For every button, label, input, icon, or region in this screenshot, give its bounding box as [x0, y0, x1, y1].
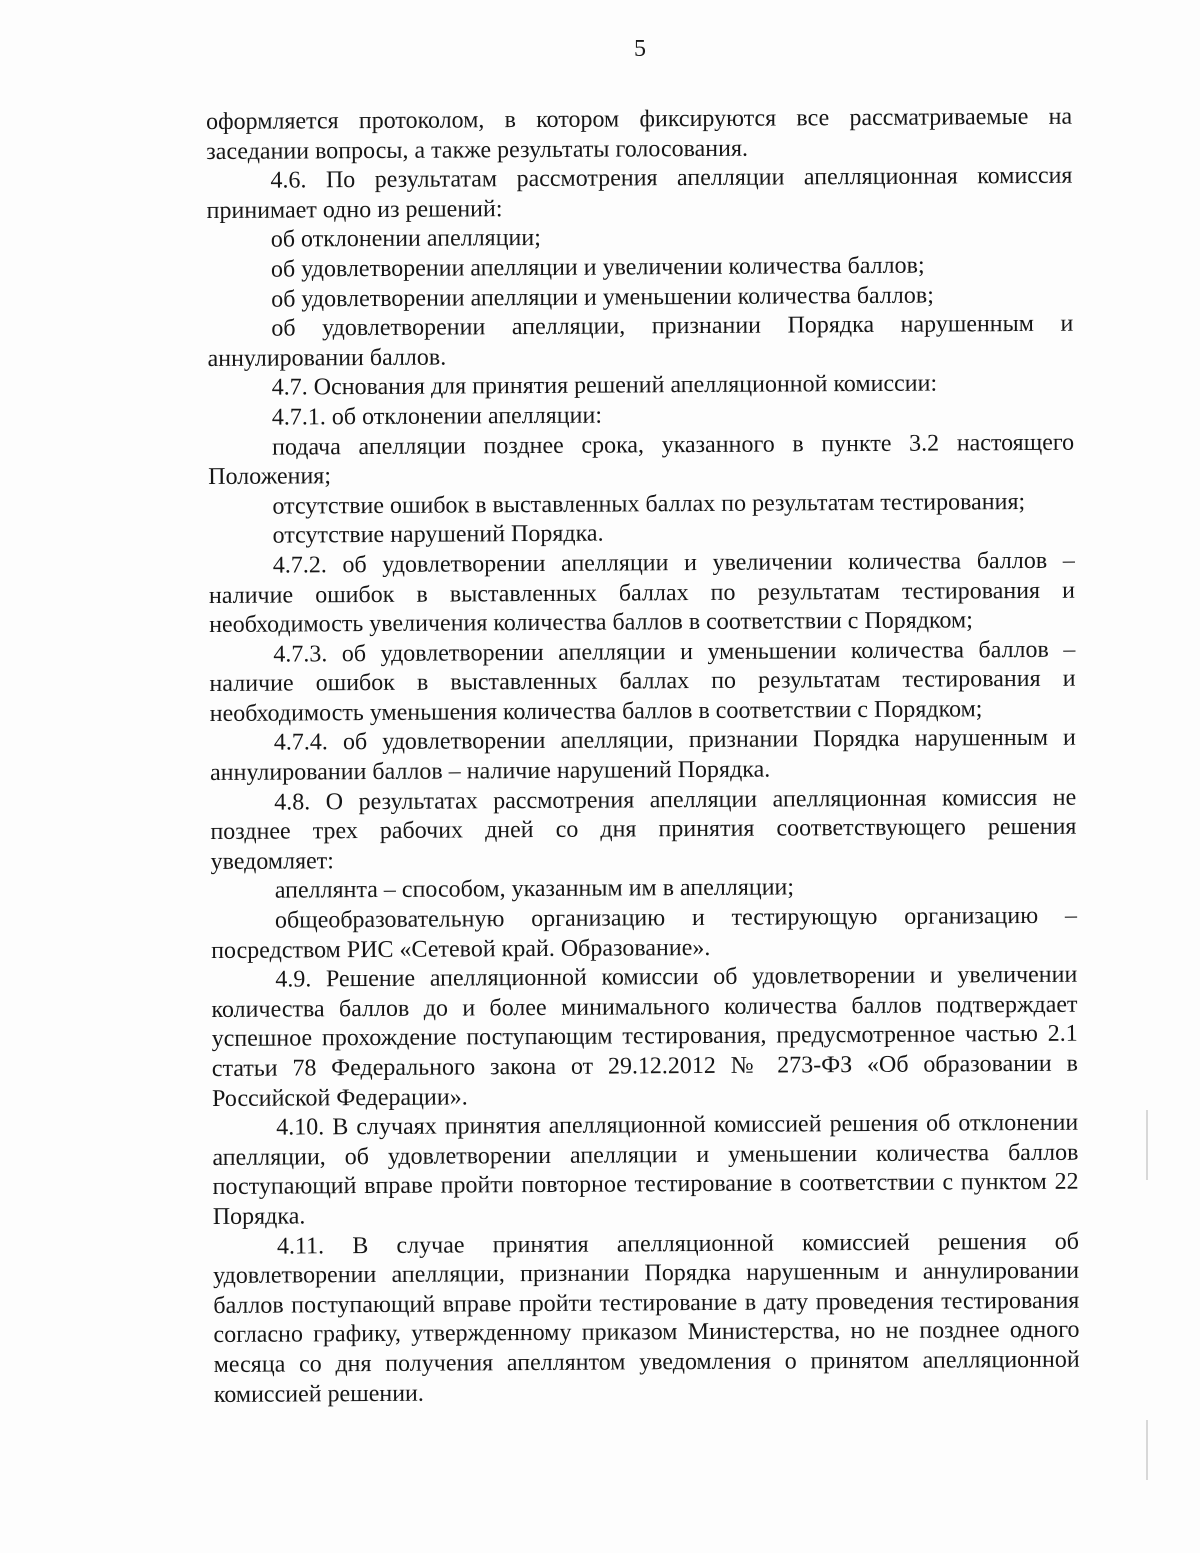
paragraph-4-6: 4.6. По результатам рассмотрения апелляции апелляционная комиссия принимает одно из решений: — [206, 162, 1073, 224]
scan-edge-mark-top — [1146, 1110, 1148, 1180]
paragraph-4-8: 4.8. О результатах рассмотрения апелляции апелляционная комиссия не позднее трех рабочих дней со дня принятия соответствующего решения уведомляет: — [210, 784, 1077, 875]
paragraph-4-9: 4.9. Решение апелляционной комиссии об удовлетворении и увеличении количества баллов до и более минимального количества баллов подтверждает успешное прохождение поступающим тестирования, предусмотренное частью 2.1 статьи 78 Федерального закона от 29.12.2012 № 273-ФЗ «Об образовании в Российской Федерации». — [211, 961, 1078, 1112]
paragraph-4-7-2: 4.7.2. об удовлетворении апелляции и увеличении количества баллов – наличие ошибок в выставленных баллах по результатам тестирования и необходимость увеличения количества баллов в соответствии с Порядком; — [208, 547, 1076, 639]
page-number: 5 — [634, 36, 646, 62]
paragraph-decision-annul: об удовлетворении апелляции, признании Порядка нарушенным и аннулировании баллов. — [207, 310, 1074, 372]
scan-edge-mark-bottom — [1146, 1420, 1148, 1480]
paragraph-4-11: 4.11. В случае принятия апелляционной комиссией решения об удовлетворении апелляции, признании Порядка нарушенным и аннулировании баллов поступающий вправе пройти тестирование в дату проведения тестирования согласно графику, утвержденному приказом Министерства, но не позднее одного месяца со дня получения апеллянтом уведомления о принятом апелляционной комиссией решении. — [213, 1228, 1080, 1408]
paragraph-4-10: 4.10. В случаях принятия апелляционной комиссией решения об отклонении апелляции, об удовлетворении апелляции и уменьшении количества баллов поступающий вправе пройти повторное тестирование в соответствии с пунктом 22 Порядка. — [212, 1109, 1079, 1230]
paragraph-4-7: 4.7. Основания для принятия решений апелляционной комиссии: — [271, 370, 938, 401]
paragraph-decision-decrease: об удовлетворении апелляции и уменьшении количества баллов; — [271, 282, 934, 313]
paragraph-notify-organizations: общеобразовательную организацию и тестирующую организацию – посредством РИС «Сетевой край. Образование». — [211, 902, 1078, 964]
paragraph-4-7-1: 4.7.1. об отклонении апелляции: — [271, 402, 603, 431]
paragraph-4-7-3: 4.7.3. об удовлетворении апелляции и уменьшении количества баллов – наличие ошибок в выставленных баллах по результатам тестирования и необходимость уменьшения количества баллов в соответствии с Порядком; — [209, 636, 1076, 727]
paragraph-ground-no-violations: отсутствие нарушений Порядка. — [272, 520, 604, 549]
paragraph-decision-reject: об отклонении апелляции; — [270, 225, 541, 253]
document-body — [206, 103, 1080, 1410]
paragraph-decision-increase: об удовлетворении апелляции и увеличении количества баллов; — [270, 252, 925, 283]
paragraph-ground-late: подача апелляции позднее срока, указанного в пункте 3.2 настоящего Положения; — [208, 429, 1075, 491]
paragraph-ground-no-errors: отсутствие ошибок в выставленных баллах по результатам тестирования; — [272, 488, 1026, 520]
paragraph-continuation: оформляется протоколом, в котором фиксируются все рассматриваемые на заседании вопросы, а также результаты голосования. — [206, 103, 1073, 165]
paragraph-notify-appellant: апеллянта – способом, указанным им в апелляции; — [274, 874, 795, 905]
paragraph-4-7-4: 4.7.4. об удовлетворении апелляции, признании Порядка нарушенным и аннулировании баллов – наличие нарушений Порядка. — [209, 725, 1076, 787]
